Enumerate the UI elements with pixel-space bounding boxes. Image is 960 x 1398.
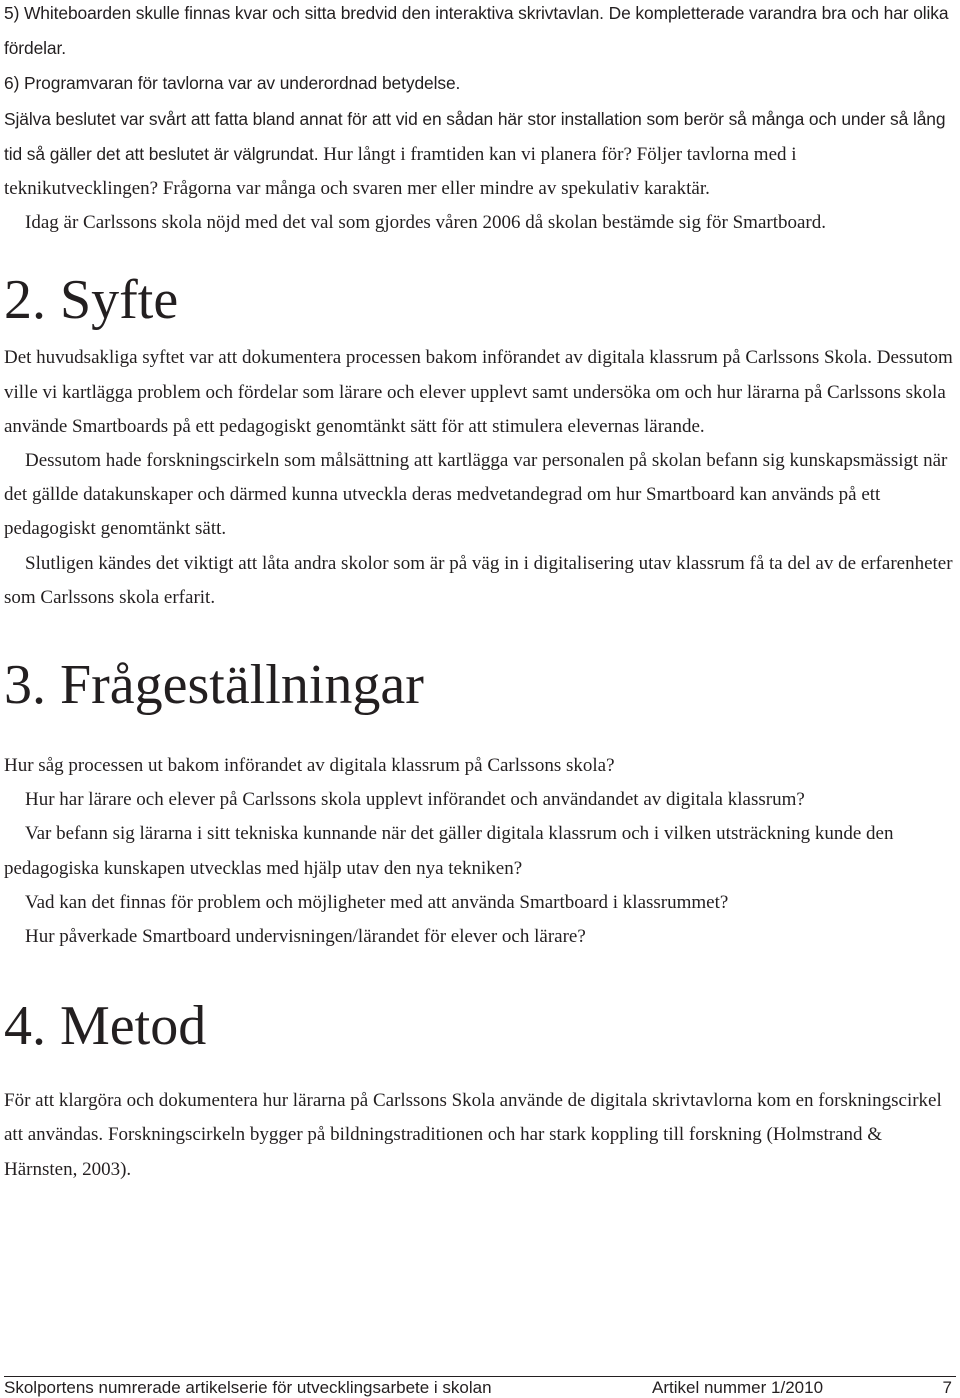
paragraph-syfte-1: Det huvudsakliga syftet var att dokumentera processen bakom införandet av digitala klassrum på Carlssons Skola. Dessutom ville vi kartlägga problem och fördelar som lärare och elever upplevt samt undersöka om och hur lärarna på Carlssons skola använde Smartboards på ett pedagogiskt genomtänkt sätt för att stimulera elevernas lärande. [4,347,953,437]
question-1: Hur såg processen ut bakom införandet av digitala klassrum på Carlssons skola? [4,755,615,777]
paragraph-beslutet: Själva beslutet var svårt att fatta bland annat för att vid en sådan här stor installation som berör så många och under så lång tid så gäller det att beslutet är välgrundat. Hur långt i framtiden kan vi planera för? Följer tavlorna med i teknikutvecklingen? Frågorna var många och svaren mer eller mindre av spekulativ karaktär. [4,108,946,200]
document-body [4,0,954,1187]
footer-divider [4,1376,956,1377]
footer-article-number: Artikel nummer 1/2010 [652,1378,824,1397]
paragraph-whiteboard: 5) Whiteboarden skulle finnas kvar och sitta bredvid den interaktiva skrivtavlan. De kompletterade varandra bra och har olika fördelar. [4,3,949,59]
paragraph-syfte-3: Slutligen kändes det viktigt att låta andra skolor som är på väg in i digitalisering utav klassrum få ta del av de erfarenheter som Carlssons skola erfarit. [4,552,953,608]
section-heading-metod: 4. Metod [4,995,207,1058]
question-2: Hur har lärare och elever på Carlssons skola upplevt införandet och användandet av digitala klassrum? [25,789,805,811]
question-4: Vad kan det finnas för problem och möjligheter med att använda Smartboard i klassrummet? [25,891,729,913]
question-5: Hur påverkade Smartboard undervisningen/lärandet för elever och lärare? [25,926,586,948]
page-footer [4,1376,956,1396]
footer-page-number: 7 [942,1378,952,1397]
question-3: Var befann sig lärarna i sitt tekniska kunnande när det gäller digitala klassrum och i vilken utsträckning kunde den pedagogiska kunskapen utvecklas med hjälp utav den nya tekniken? [4,823,894,879]
paragraph-idag: Idag är Carlssons skola nöjd med det val som gjordes våren 2006 då skolan bestämde sig för Smartboard. [25,212,826,234]
paragraph-metod: För att klargöra och dokumentera hur lärarna på Carlssons Skola använde de digitala skrivtavlorna kom en forskningscirkel att användas. Forskningscirkeln bygger på bildningstraditionen och har stark koppling till forskning (Holmstrand & Härnsten, 2003). [4,1090,942,1180]
footer-series-title: Skolportens numrerade artikelserie för utvecklingsarbete i skolan [4,1378,492,1397]
paragraph-syfte-2: Dessutom hade forskningscirkeln som målsättning att kartlägga var personalen på skolan befann sig kunskapsmässigt när det gällde datakunskaper och därmed kunna utveckla deras medvetandegrad om hur Smartboard kan används på ett pedagogiskt genomtänkt sätt. [4,450,948,540]
section-heading-syfte: 2. Syfte [4,269,179,332]
section-heading-fragestallningar: 3. Frågeställningar [4,654,424,717]
paragraph-programvara: 6) Programvaran för tavlorna var av underordnad betydelse. [4,73,461,94]
